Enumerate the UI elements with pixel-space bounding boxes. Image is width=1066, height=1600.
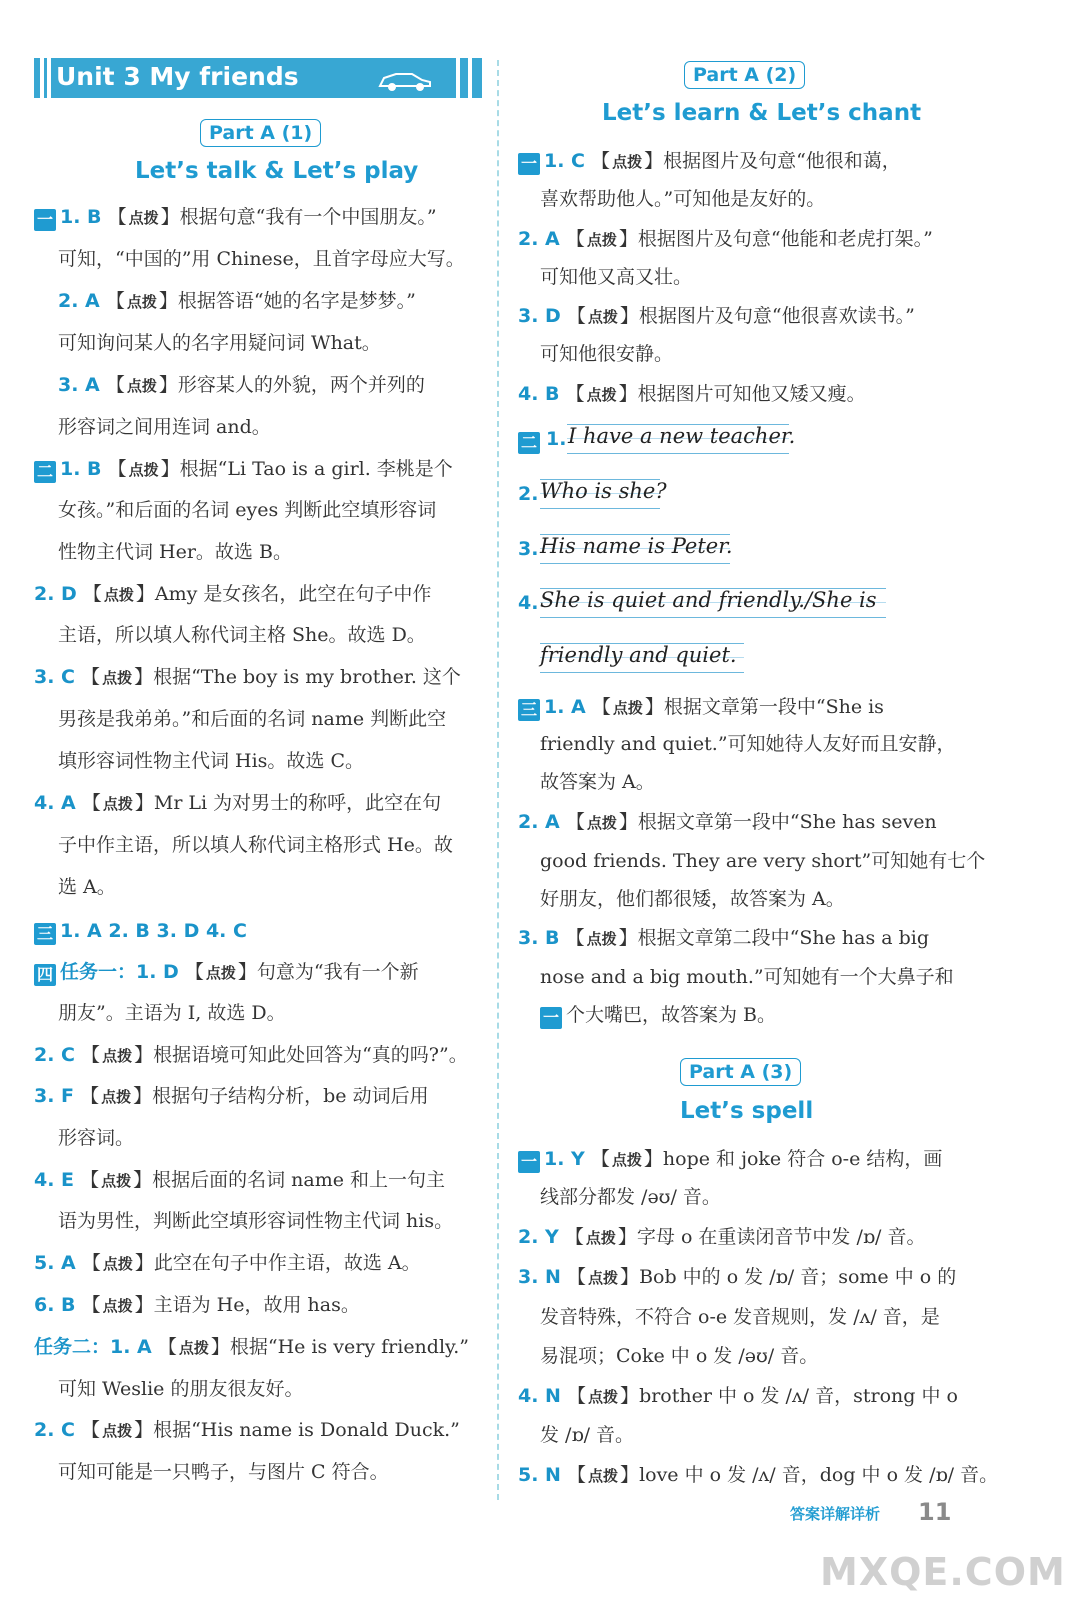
left-answer-line: 男孩是我弟弟。”和后面的名词 name 判断此空 — [58, 708, 447, 730]
right-answer-line: 可知他又高又壮。 — [540, 266, 693, 288]
left-answer-line: 3. C 【 点拨 】根据“The boy is my brother. 这个 — [34, 666, 461, 688]
right-answer-line: 2. Y 【 点拨 】字母 o 在重读闭音节中发 /ɒ/ 音。 — [518, 1226, 926, 1248]
left-answer-line: 四 任务一：1. D 【 点拨 】句意为“我有一个新 — [34, 963, 419, 986]
right-answer-line: 一 1. C 【 点拨 】根据图片及句意“他很和蔼， — [518, 152, 901, 175]
right-answer-line: friendly and quiet.”可知她待人友好而且安静， — [540, 733, 956, 755]
right-answer-line: 易混项；Coke 中 o 发 /əʊ/ 音。 — [540, 1345, 819, 1367]
left-answer-line: 6. B 【 点拨 】主语为 He，故用 has。 — [34, 1294, 360, 1316]
section-title-talk-play: Let’s talk & Let’s play — [135, 158, 419, 184]
left-answer-line: 4. A 【 点拨 】Mr Li 为对男士的称呼，此空在句 — [34, 792, 442, 814]
right-answer-line: 3. B 【 点拨 】根据文章第二段中“She has a big — [518, 927, 930, 949]
left-answer-line: 可知可能是一只鸭子，与图片 C 符合。 — [58, 1461, 389, 1483]
right-answer-line: good friends. They are very short”可知她有七个 — [540, 850, 986, 872]
right-answer-line: 3. D 【 点拨 】根据图片及句意“他很喜欢读书。” — [518, 305, 915, 327]
footer-label: 答案详解详析 — [790, 1505, 881, 1523]
section-number-icon: 四 — [34, 964, 56, 986]
left-answer-line: 2. D 【 点拨 】Amy 是女孩名，此空在句子中作 — [34, 583, 432, 605]
left-answer-line: 一 1. B 【 点拨 】根据句意“我有一个中国朋友。” — [34, 208, 437, 231]
left-answer-line: 可知，“中国的”用 Chinese，且首字母应大写。 — [58, 248, 465, 270]
right-answer-line: 2. A 【 点拨 】根据图片及句意“他能和老虎打架。” — [518, 228, 933, 250]
right-answer-line: 三 1. A 【 点拨 】根据文章第一段中“She is — [518, 698, 884, 721]
unit-banner — [34, 58, 482, 98]
right-answer-line: 喜欢帮助他人。”可知他是友好的。 — [540, 188, 826, 210]
left-answer-line: 子中作主语，所以填人称代词主格形式 He。故 — [58, 834, 453, 856]
left-answer-line: 形容词。 — [58, 1127, 135, 1149]
section-number-icon: 一 — [34, 209, 56, 231]
left-answer-line: 2. A 【 点拨 】根据答语“她的名字是梦梦。” — [58, 290, 416, 312]
section-number-icon: 二 — [34, 461, 56, 483]
left-answer-line: 可知询问某人的名字用疑问词 What。 — [58, 332, 381, 354]
part-a3-label: Part A (3) — [680, 1058, 801, 1086]
right-answer-line: 4. N 【 点拨 】brother 中 o 发 /ʌ/ 音，strong 中 o — [518, 1385, 958, 1407]
left-answer-line: 2. C 【 点拨 】根据语境可知此处回答为“真的吗?”。 — [34, 1044, 468, 1066]
left-answer-line: 5. A 【 点拨 】此空在句子中作主语，故选 A。 — [34, 1252, 421, 1274]
car-icon — [376, 68, 436, 92]
right-answer-line: 一 个大嘴巴，故答案为 B。 — [540, 1006, 776, 1029]
section-number-icon: 三 — [34, 923, 56, 945]
right-answer-line: 2. A 【 点拨 】根据文章第一段中“She has seven — [518, 811, 937, 833]
hw-answer-4a: She is quiet and friendly./She is — [540, 588, 877, 612]
left-answer-line: 主语，所以填人称代词主格 She。故选 D。 — [58, 624, 426, 646]
left-answer-line: 性物主代词 Her。故选 B。 — [58, 541, 292, 563]
section-number-icon: 三 — [518, 699, 540, 721]
page-number: 11 — [918, 1498, 952, 1526]
section-number-icon: 一 — [540, 1007, 562, 1029]
part-a1-label: Part A (1) — [200, 119, 321, 147]
section-two-icon: 二 — [518, 432, 540, 454]
left-answer-line: 形容词之间用连词 and。 — [58, 416, 271, 438]
right-answer-line: 一 1. Y 【 点拨 】hope 和 joke 符合 o-e 结构，画 — [518, 1150, 942, 1173]
left-answer-line: 2. C 【 点拨 】根据“His name is Donald Duck.” — [34, 1419, 460, 1441]
right-answer-line: 可知他很安静。 — [540, 343, 674, 365]
right-answer-line: 发音特殊，不符合 o-e 发音规则，发 /ʌ/ 音，是 — [540, 1306, 940, 1328]
right-answer-line: nose and a big mouth.”可知她有一个大鼻子和 — [540, 966, 954, 988]
section-title-spell: Let’s spell — [680, 1098, 814, 1124]
right-answer-line: 5. N 【 点拨 】love 中 o 发 /ʌ/ 音，dog 中 o 发 /ɒ/ 音。 — [518, 1464, 999, 1486]
left-answer-line: 二 1. B 【 点拨 】根据“Li Tao is a girl. 李桃是个 — [34, 460, 453, 483]
left-answer-line: 朋友”。主语为 I, 故选 D。 — [58, 1002, 286, 1024]
left-answer-line: 4. E 【 点拨 】根据后面的名词 name 和上一句主 — [34, 1169, 446, 1191]
column-divider — [497, 60, 499, 1500]
hw-answer-4b: friendly and quiet. — [540, 643, 737, 667]
hw-answer-3: His name is Peter. — [540, 534, 733, 558]
section-number-icon: 一 — [518, 1151, 540, 1173]
left-answer-line: 选 A。 — [58, 876, 116, 898]
left-answer-line: 任务二：1. A 【 点拨 】根据“He is very friendly.” — [34, 1336, 470, 1358]
section-number-icon: 一 — [518, 153, 540, 175]
part-a2-label: Part A (2) — [684, 61, 805, 89]
unit-title: Unit 3 My friends — [56, 62, 299, 91]
left-answer-line: 语为男性，判断此空填形容词性物主代词 his。 — [58, 1210, 454, 1232]
watermark: MXQE.COM — [820, 1550, 1066, 1594]
hw-answer-2: Who is she? — [540, 479, 667, 503]
section-title-learn-chant: Let’s learn & Let’s chant — [602, 100, 922, 126]
left-answer-line: 填形容词性物主代词 His。故选 C。 — [58, 750, 365, 772]
left-answer-line: 3. F 【 点拨 】根据句子结构分析，be 动词后用 — [34, 1085, 429, 1107]
left-answer-line: 3. A 【 点拨 】形容某人的外貌，两个并列的 — [58, 374, 425, 396]
right-answer-line: 发 /ɒ/ 音。 — [540, 1424, 635, 1446]
right-answer-line: 线部分都发 /əʊ/ 音。 — [540, 1186, 721, 1208]
right-answer-line: 4. B 【 点拨 】根据图片可知他又矮又瘦。 — [518, 383, 866, 405]
right-answer-line: 3. N 【 点拨 】Bob 中的 o 发 /ɒ/ 音；some 中 o 的 — [518, 1266, 957, 1288]
left-answer-line: 女孩。”和后面的名词 eyes 判断此空填形容词 — [58, 499, 437, 521]
hw-answer-1: I have a new teacher. — [568, 424, 796, 448]
left-answer-line: 三 1. A 2. B 3. D 4. C — [34, 922, 247, 945]
right-answer-line: 好朋友，他们都很矮，故答案为 A。 — [540, 888, 845, 910]
right-answer-line: 故答案为 A。 — [540, 771, 655, 793]
left-answer-line: 可知 Weslie 的朋友很友好。 — [58, 1378, 304, 1400]
